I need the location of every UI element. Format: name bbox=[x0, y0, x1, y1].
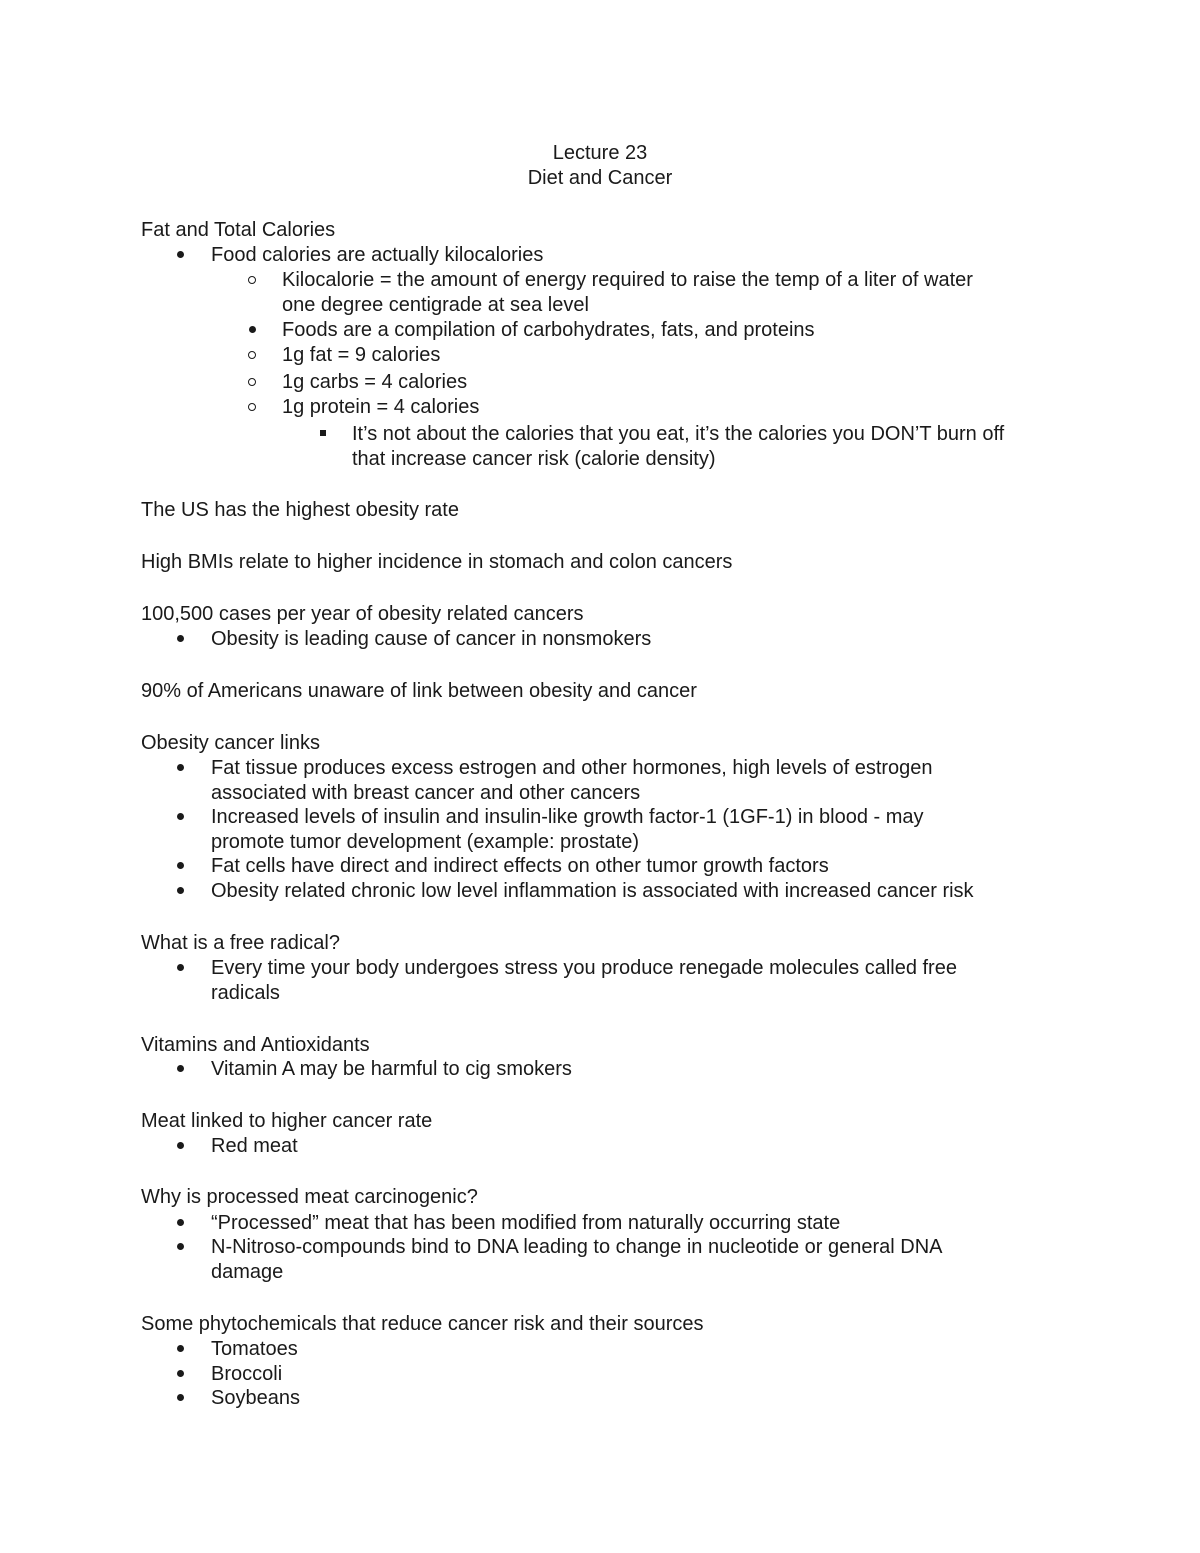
list-item-continuation: one degree centigrade at sea level bbox=[282, 294, 589, 316]
bullet-dot-icon bbox=[170, 756, 190, 781]
list-item-continuation: that increase cancer risk (calorie density) bbox=[352, 448, 716, 470]
bullet-dot-icon bbox=[170, 956, 190, 981]
section-heading-processed: Why is processed meat carcinogenic? bbox=[141, 1186, 478, 1208]
section-heading-fat: Fat and Total Calories bbox=[141, 219, 336, 241]
bullet-dot-icon bbox=[242, 318, 262, 343]
list-item: 1g carbs = 4 calories bbox=[282, 371, 468, 393]
bullet-dot-icon bbox=[170, 1057, 190, 1082]
section-heading-meat: Meat linked to higher cancer rate bbox=[141, 1110, 433, 1132]
paragraph-bmi: High BMIs relate to higher incidence in stomach and colon cancers bbox=[141, 551, 733, 573]
bullet-circle-icon bbox=[242, 370, 262, 395]
list-item-continuation: associated with breast cancer and other cancers bbox=[211, 782, 641, 804]
bullet-circle-icon bbox=[242, 395, 262, 420]
list-item: Tomatoes bbox=[211, 1338, 298, 1360]
list-item: “Processed” meat that has been modified from naturally occurring state bbox=[211, 1212, 841, 1234]
bullet-circle-icon bbox=[242, 343, 262, 368]
bullet-circle-icon bbox=[242, 268, 262, 293]
list-item: 1g fat = 9 calories bbox=[282, 344, 441, 366]
bullet-dot-icon bbox=[170, 627, 190, 652]
list-item: Broccoli bbox=[211, 1363, 283, 1385]
bullet-square-icon bbox=[313, 422, 333, 447]
section-heading-cases: 100,500 cases per year of obesity related cancers bbox=[141, 603, 584, 625]
bullet-dot-icon bbox=[170, 854, 190, 879]
bullet-dot-icon bbox=[170, 805, 190, 830]
list-item: Obesity related chronic low level inflammation is associated with increased cancer risk bbox=[211, 880, 974, 902]
list-item: It’s not about the calories that you eat, it’s the calories you DON’T burn off bbox=[352, 423, 1005, 445]
bullet-dot-icon bbox=[170, 243, 190, 268]
list-item: Every time your body undergoes stress you produce renegade molecules called free bbox=[211, 957, 957, 979]
list-item: Foods are a compilation of carbohydrates, fats, and proteins bbox=[282, 319, 815, 341]
bullet-dot-icon bbox=[170, 1134, 190, 1159]
paragraph-unaware: 90% of Americans unaware of link between obesity and cancer bbox=[141, 680, 697, 702]
bullet-dot-icon bbox=[170, 1362, 190, 1387]
list-item: 1g protein = 4 calories bbox=[282, 396, 480, 418]
section-heading-radical: What is a free radical? bbox=[141, 932, 340, 954]
document-subtitle: Diet and Cancer bbox=[527, 167, 673, 189]
list-item-continuation: radicals bbox=[211, 982, 280, 1004]
list-item: Increased levels of insulin and insulin-like growth factor-1 (1GF-1) in blood - may bbox=[211, 806, 924, 828]
list-item: Soybeans bbox=[211, 1387, 300, 1409]
list-item: Food calories are actually kilocalories bbox=[211, 244, 544, 266]
bullet-dot-icon bbox=[170, 1337, 190, 1362]
section-heading-phyto: Some phytochemicals that reduce cancer risk and their sources bbox=[141, 1313, 704, 1335]
section-heading-vitamins: Vitamins and Antioxidants bbox=[141, 1034, 370, 1056]
paragraph-us-obesity: The US has the highest obesity rate bbox=[141, 499, 459, 521]
list-item: Vitamin A may be harmful to cig smokers bbox=[211, 1058, 572, 1080]
bullet-dot-icon bbox=[170, 879, 190, 904]
bullet-dot-icon bbox=[170, 1386, 190, 1411]
document-title: Lecture 23 bbox=[552, 142, 648, 164]
list-item: Kilocalorie = the amount of energy required to raise the temp of a liter of water bbox=[282, 269, 973, 291]
bullet-dot-icon bbox=[170, 1211, 190, 1236]
list-item: Obesity is leading cause of cancer in nonsmokers bbox=[211, 628, 652, 650]
section-heading-links: Obesity cancer links bbox=[141, 732, 320, 754]
list-item: Fat tissue produces excess estrogen and other hormones, high levels of estrogen bbox=[211, 757, 933, 779]
list-item: Red meat bbox=[211, 1135, 298, 1157]
list-item-continuation: damage bbox=[211, 1261, 284, 1283]
bullet-dot-icon bbox=[170, 1235, 190, 1260]
list-item-continuation: promote tumor development (example: prostate) bbox=[211, 831, 639, 853]
list-item: Fat cells have direct and indirect effects on other tumor growth factors bbox=[211, 855, 829, 877]
list-item: N-Nitroso-compounds bind to DNA leading to change in nucleotide or general DNA bbox=[211, 1236, 943, 1258]
